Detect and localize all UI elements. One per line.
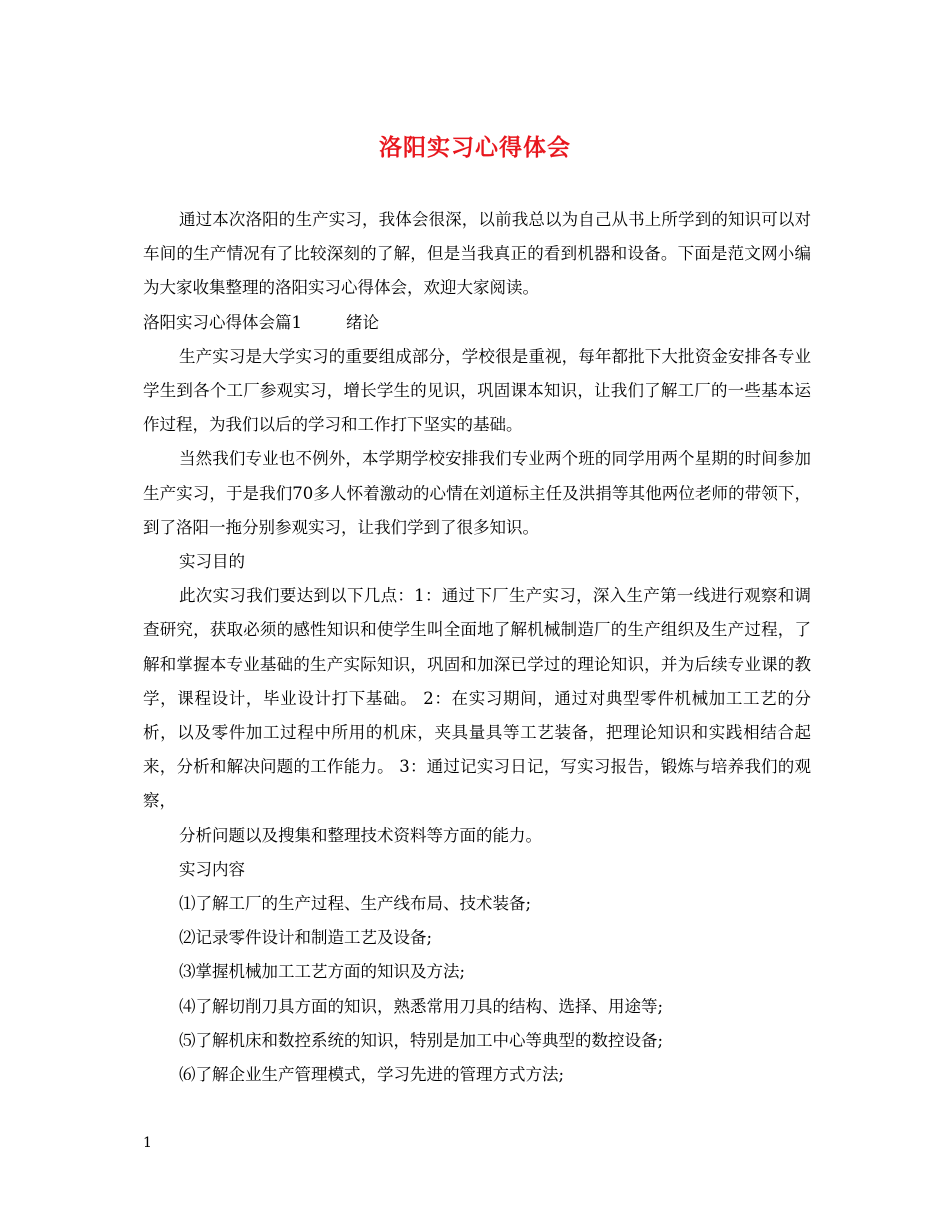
content-item-6: ⑹了解企业生产管理模式，学习先进的管理方式方法; xyxy=(179,1065,565,1085)
content-list xyxy=(143,887,811,1092)
paragraph-1: 生产实习是大学实习的重要组成部分，学校很是重视，每年都批下大批资金安排各专业学生到各个工厂参观实习，增长学生的见识，巩固课本知识，让我们了解工厂的一些基本运作过程，为我们以后的学习和工作打下坚实的基础。 xyxy=(143,346,811,435)
content-item-4: ⑷了解切削刀具方面的知识，熟悉常用刀具的结构、选择、用途等; xyxy=(179,996,664,1016)
page-number: 1 xyxy=(143,1135,152,1151)
document-title: 洛阳实习心得体会 xyxy=(379,134,571,161)
section-heading-subtitle: 绪论 xyxy=(346,312,379,332)
content-item-2: ⑵记录零件设计和制造工艺及设备; xyxy=(179,928,433,948)
paragraph-2: 当然我们专业也不例外，本学期学校安排我们专业两个班的同学用两个星期的时间参加生产实习，于是我们70多人怀着激动的心情在刘道标主任及洪捐等其他两位老师的带领下，到了洛阳一拖分别参观实习，让我们学到了很多知识。 xyxy=(143,449,811,537)
purpose-heading: 实习目的 xyxy=(179,552,245,572)
intro-paragraph: 通过本次洛阳的生产实习，我体会很深，以前我总以为自己从书上所学到的知识可以对车间的生产情况有了比较深刻的了解，但是当我真正的看到机器和设备。下面是范文网小编为大家收集整理的洛阳实习心得体会，欢迎大家阅读。 xyxy=(143,210,811,298)
section-heading xyxy=(143,306,811,340)
document-body xyxy=(143,203,811,1092)
content-heading: 实习内容 xyxy=(179,859,245,879)
content-item-1: ⑴了解工厂的生产过程、生产线布局、技术装备; xyxy=(179,894,532,914)
section-heading-title: 洛阳实习心得体会篇1 xyxy=(143,312,302,332)
content-item-3: ⑶掌握机械加工工艺方面的知识及方法; xyxy=(179,962,466,982)
content-item-5: ⑸了解机床和数控系统的知识，特别是加工中心等典型的数控设备; xyxy=(179,1030,664,1050)
purpose-paragraph: 此次实习我们要达到以下几点：1：通过下厂生产实习，深入生产第一线进行观察和调查研究，获取必须的感性知识和使学生叫全面地了解机械制造厂的生产组织及生产过程，了解和掌握本专业基础的生产实际知识，巩固和加深已学过的理论知识，并为后续专业课的教学，课程设计，毕业设计打下基础。 2：在实习期间，通过对典型零件机械加工工艺的分析，以及零件加工过程中所用的机床，夹具量具等工艺装备，把理论知识和实践相结合起来，分析和解决问题的工作能力。 3：通过记实习日记，写实习报告，锻炼与培养我们的观察， xyxy=(143,586,811,811)
purpose-continued: 分析问题以及搜集和整理技术资料等方面的能力。 xyxy=(179,825,542,845)
